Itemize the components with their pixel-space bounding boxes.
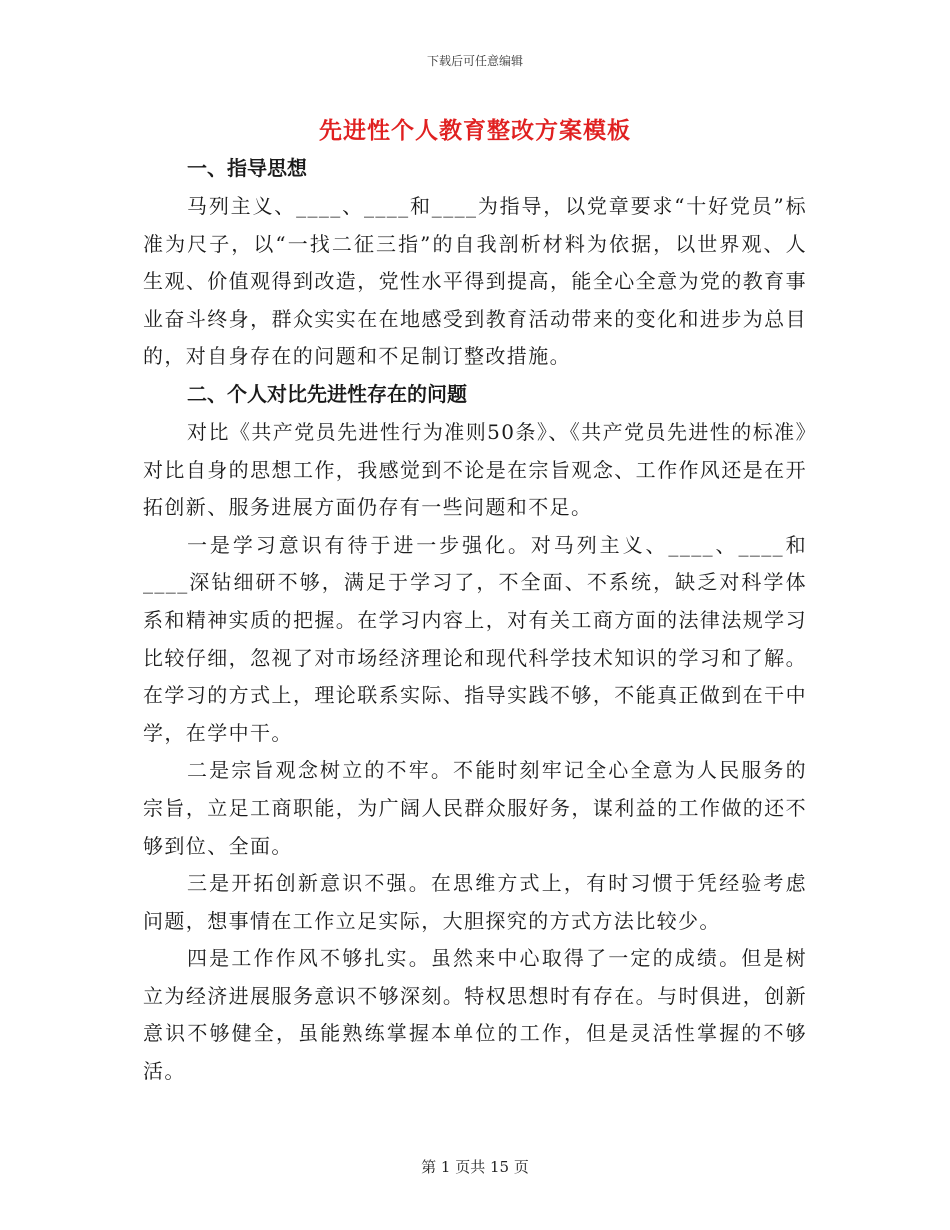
paragraph: 对比《共产党员先进性行为准则50条》、《共产党员先进性的标准》对比自身的思想工作，我感觉到不论是在宗旨观念、工作作风还是在开拓创新、服务进展方面仍存有一些问题和不足。 — [143, 419, 807, 520]
paragraph: 一是学习意识有待于进一步强化。对马列主义、____、____和____深钻细研不够，满足于学习了，不全面、不系统，缺乏对科学体系和精神实质的把握。在学习内容上，对有关工商方面的法律法规学习比较仔细，忽视了对市场经济理论和现代科学技术知识的学习和了解。在学习的方式上，理论联系实际、指导实践不够，不能真正做到在干中学，在学中干。 — [143, 532, 807, 745]
document-title: 先进性个人教育整改方案模板 — [319, 117, 631, 144]
paragraph: 马列主义、____、____和____为指导，以党章要求“十好党员”标准为尺子，以“一找二征三指”的自我剖析材料为依据，以世界观、人生观、价值观得到改造，党性水平得到提高，能全心全意为党的教育事业奋斗终身，群众实实在在地感受到教育活动带来的变化和进步为总目的，对自身存在的问题和不足制订整改措施。 — [143, 194, 807, 369]
header-note: 下载后可任意编辑 — [426, 54, 523, 68]
document-body — [143, 150, 807, 1091]
paragraph: 三是开拓创新意识不强。在思维方式上，有时习惯于凭经验考虑问题，想事情在工作立足实际，大胆探究的方式方法比较少。 — [143, 871, 807, 933]
section-heading-guiding-thought: 一、指导思想 — [187, 156, 307, 180]
paragraph: 二是宗旨观念树立的不牢。不能时刻牢记全心全意为人民服务的宗旨，立足工商职能，为广阔人民群众服好务，谋利益的工作做的还不够到位、全面。 — [143, 758, 807, 858]
page-number: 第 1 页共 15 页 — [421, 1158, 529, 1176]
paragraph: 四是工作作风不够扎实。虽然来中心取得了一定的成绩。但是树立为经济进展服务意识不够深刻。特权思想时有存在。与时俱进，创新意识不够健全，虽能熟练掌握本单位的工作，但是灵活性掌握的不够活。 — [143, 946, 807, 1084]
section-heading-problems: 二、个人对比先进性存在的问题 — [187, 381, 467, 406]
